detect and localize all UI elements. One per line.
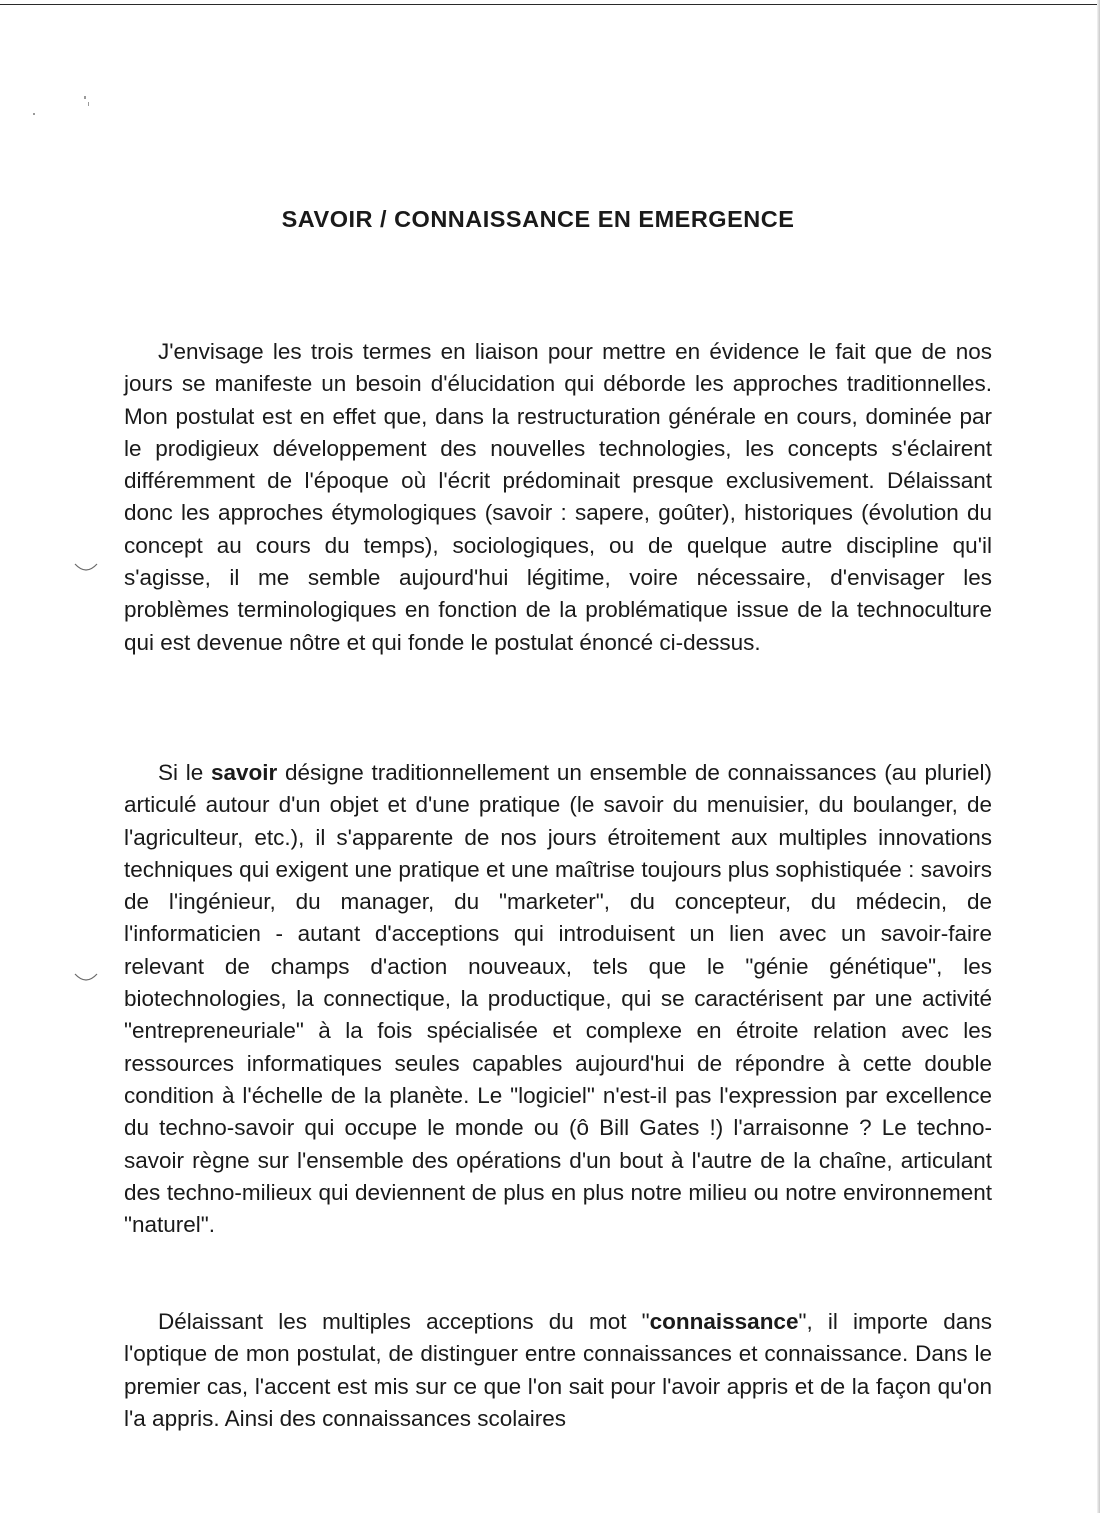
scan-speck xyxy=(88,102,89,106)
scan-speck xyxy=(84,96,86,99)
paragraph-text: désigne traditionnellement un ensemble de connaissances (au pluriel) articulé autour d'un objet et d'une pratique (le savoir du menuisier, du boulanger, de l'agriculteur, etc.), il s'apparente de nos jours étroitement aux multiples innovations techniques qui exigent une pratique et une maîtrise toujours plus sophistiquée : savoirs de l'ingénieur, du manager, du "marketer", du concepteur, du médecin, de l'informaticien - autant d'acceptions qui introduisent un lien avec un savoir-faire relevant de champs d'action nouveaux, tels que le "génie génétique", les biotechnologies, la connectique, la productique, qui se caractérisent par une activité "entrepreneuriale" à la fois spécialisée et complexe en étroite relation avec les ressources informatiques seules capables aujourd'hui de répondre à cette double condition à l'échelle de la planète. Le "logiciel" n'est-il pas l'expression par excellence du techno-savoir qui occupe le monde ou (ô Bill Gates !) l'arraisonne ? Le techno-savoir règne sur l'ensemble des opérations d'un bout à l'autre de la chaîne, articulant des techno-milieux qui deviennent de plus en plus notre milieu ou notre environnement "naturel". xyxy=(124,760,992,1238)
paragraph-savoir xyxy=(124,757,992,1241)
paragraph-connaissance xyxy=(124,1306,992,1435)
paragraph-text: ", il importe dans l'optique de mon postulat, de distinguer entre connaissances et connaissance. Dans le premier cas, l'accent est mis sur ce que l'on sait pour l'avoir appris et de la façon qu'on l'a appris. Ainsi des connaissances scolaires xyxy=(124,1309,992,1431)
paragraph-text: Délaissant les multiples acceptions du mot " xyxy=(158,1309,650,1334)
page-title: SAVOIR / CONNAISSANCE EN EMERGENCE xyxy=(281,206,795,232)
scan-speck xyxy=(33,113,35,115)
paragraph-intro: J'envisage les trois termes en liaison pour mettre en évidence le fait que de nos jours se manifeste un besoin d'élucidation qui déborde les approches traditionnelles. Mon postulat est en effet que, dans la restructuration générale en cours, dominée par le prodigieux développement des nouvelles technologies, les concepts s'éclairent différemment de l'époque où l'écrit prédominait presque exclusivement. Délaissant donc les approches étymologiques (savoir : sapere, goûter), historiques (évolution du concept au cours du temps), sociologiques, ou de quelque autre discipline qu'il s'agisse, il me semble aujourd'hui légitime, voire nécessaire, d'envisager les problèmes terminologiques en fonction de la problématique issue de la technoculture qui est devenue nôtre et qui fonde le postulat énoncé ci-dessus. xyxy=(124,339,992,655)
bold-term-savoir: savoir xyxy=(210,760,278,785)
paragraph-text: Si le xyxy=(158,760,211,785)
punch-hole-mark xyxy=(74,972,98,986)
punch-hole-mark xyxy=(74,562,98,576)
bold-term-connaissance: connaissance xyxy=(649,1309,799,1334)
scan-top-edge xyxy=(0,4,1100,5)
